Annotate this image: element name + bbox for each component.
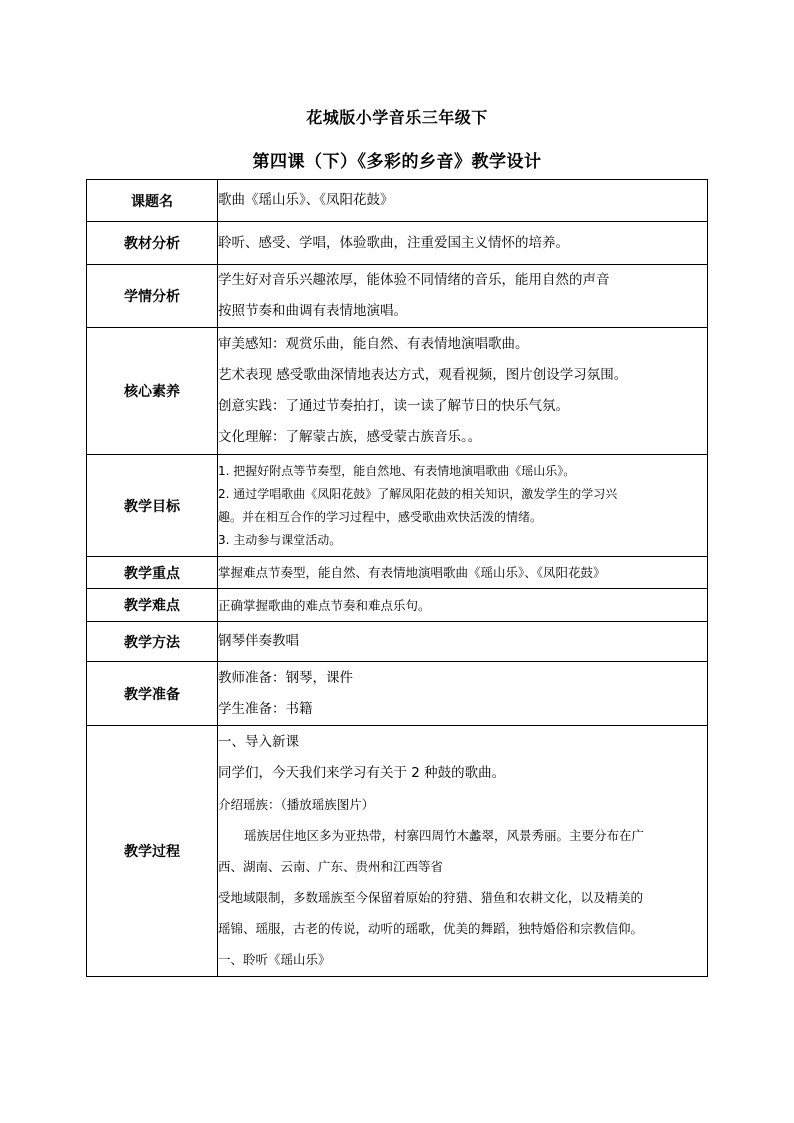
row-label-difficulties: 教学难点 bbox=[87, 589, 218, 622]
row-label-goals: 教学目标 bbox=[87, 455, 218, 557]
row-value-topic: 歌曲《瑶山乐》、《凤阳花鼓》 bbox=[218, 180, 708, 222]
table-row bbox=[87, 622, 708, 662]
row-value-literacy: 审美感知：观赏乐曲，能自然、有表情地演唱歌曲。 艺术表现 感受歌曲深情地表达方式，观看视频，图片创设学习氛围。 创意实践：了通过节奏拍打，读一读了解节日的快乐气氛。 文化理解：了解蒙古族，感受蒙古族音乐。。 bbox=[218, 328, 708, 455]
table-row bbox=[87, 222, 708, 265]
lesson-title: 第四课（下）《多彩的乡音》教学设计 bbox=[252, 152, 542, 172]
row-label-process: 教学过程 bbox=[87, 726, 218, 977]
table-row bbox=[87, 589, 708, 622]
row-value-goals: 1. 把握好附点等节奏型，能自然地、有表情地演唱歌曲《瑶山乐》。 2. 通过学唱歌曲《凤阳花鼓》了解凤阳花鼓的相关知识，激发学生的学习兴 趣。并在相互合作的学习过程中，感受歌曲欢快活泼的情绪。 3. 主动参与课堂活动。 bbox=[218, 455, 708, 557]
table-row bbox=[87, 328, 708, 455]
row-label-preparation: 教学准备 bbox=[87, 662, 218, 726]
row-label-literacy: 核心素养 bbox=[87, 328, 218, 455]
table-row bbox=[87, 662, 708, 726]
row-value-difficulties: 正确掌握歌曲的难点节奏和难点乐句。 bbox=[218, 589, 708, 622]
table-row bbox=[87, 455, 708, 557]
table-row bbox=[87, 265, 708, 328]
table-row bbox=[87, 180, 708, 222]
row-label-material: 教材分析 bbox=[87, 222, 218, 265]
row-label-students: 学情分析 bbox=[87, 265, 218, 328]
row-value-key-points: 掌握难点节奏型，能自然、有表情地演唱歌曲《瑶山乐》、《凤阳花鼓》 bbox=[218, 557, 708, 589]
document-title: 花城版小学音乐三年级下 bbox=[306, 108, 488, 127]
row-label-key-points: 教学重点 bbox=[87, 557, 218, 589]
row-value-methods: 钢琴伴奏教唱 bbox=[218, 622, 708, 662]
row-value-preparation: 教师准备：钢琴，课件 学生准备：书籍 bbox=[218, 662, 708, 726]
table-row bbox=[87, 726, 708, 977]
table-row bbox=[87, 557, 708, 589]
row-value-process: 一、导入新课 同学们，今天我们来学习有关于 2 种鼓的歌曲。 介绍瑶族：（播放瑶族图片） 瑶族居住地区多为亚热带，村寨四周竹木蠡翠，风景秀丽。主要分布在广 西、湖南、云南、广东、贵州和江西等省 受地域限制，多数瑶族至今保留着原始的狩猎、猎鱼和农耕文化，以及精美的 瑶锦、瑶服，古老的传说，动听的瑶歌，优美的舞蹈，独特婚俗和宗教信仰。 一、聆听《瑶山乐》 bbox=[218, 726, 708, 977]
row-value-material: 聆听、感受、学唱，体验歌曲，注重爱国主义情怀的培养。 bbox=[218, 222, 708, 265]
row-value-students: 学生好对音乐兴趣浓厚，能体验不同情绪的音乐，能用自然的声音 按照节奏和曲调有表情地演唱。 bbox=[218, 265, 708, 328]
row-label-methods: 教学方法 bbox=[87, 622, 218, 662]
row-label-topic: 课题名 bbox=[87, 180, 218, 222]
lesson-plan-table bbox=[86, 179, 708, 977]
